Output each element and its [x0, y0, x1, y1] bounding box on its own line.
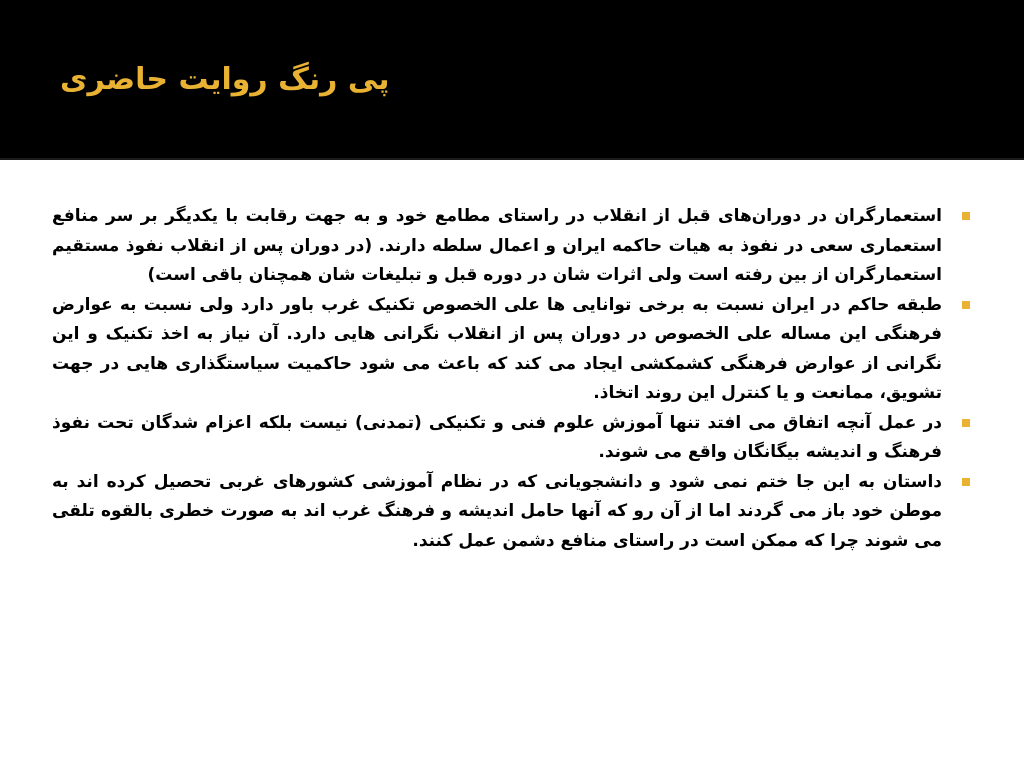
bullet-text: طبقه حاکم در ایران نسبت به برخی توانایی ها علی الخصوص تکنیک غرب باور دارد ولی نسبت به عوارض فرهنگی این مساله علی الخصوص در دوران پس از انقلاب نگرانی هایی دارد. آن نیاز به اخذ تکنیک و این نگرانی از عوارض فرهنگی کشمکشی ایجاد می کند که باعث می شود حاکمیت سیاستگذاری هایی در جهت تشویق، ممانعت و یا کنترل این روند اتخاذ.: [52, 294, 942, 403]
bullet-item: [52, 291, 952, 409]
bullet-item: [52, 468, 952, 557]
bullet-item: [52, 202, 952, 291]
bullet-text: در عمل آنچه اتفاق می افتد تنها آموزش علوم فنی و تکنیکی (تمدنی) نیست بلکه اعزام شدگان تحت نفوذ فرهنگ و اندیشه بیگانگان واقع می شوند.: [52, 412, 942, 462]
square-bullet-icon: [962, 301, 970, 309]
bullet-list: [52, 202, 952, 556]
slide-title: پی رنگ روایت حاضری: [60, 62, 390, 97]
square-bullet-icon: [962, 212, 970, 220]
square-bullet-icon: [962, 419, 970, 427]
bullet-item: [52, 409, 952, 468]
square-bullet-icon: [962, 478, 970, 486]
bullet-text: داستان به این جا ختم نمی شود و دانشجویانی که در نظام آموزشی کشورهای غربی تحصیل کرده اند به موطن خود باز می گردند اما از آن رو که آنها حامل اندیشه و فرهنگ غرب اند به صورت خطری بالقوه تلقی می شوند چرا که ممکن است در راستای منافع دشمن عمل کنند.: [52, 471, 942, 551]
bullet-text: استعمارگران در دوران‌های قبل از انقلاب در راستای مطامع خود و به جهت رقابت با یکدیگر بر سر منافع استعماری سعی در نفوذ به هیات حاکمه ایران و اعمال سلطه دارند. (در دوران پس از انقلاب نفوذ مستقیم استعمارگران از بین رفته است ولی اثرات شان در دوره قبل و تبلیغات شان همچنان باقی است): [52, 206, 942, 285]
